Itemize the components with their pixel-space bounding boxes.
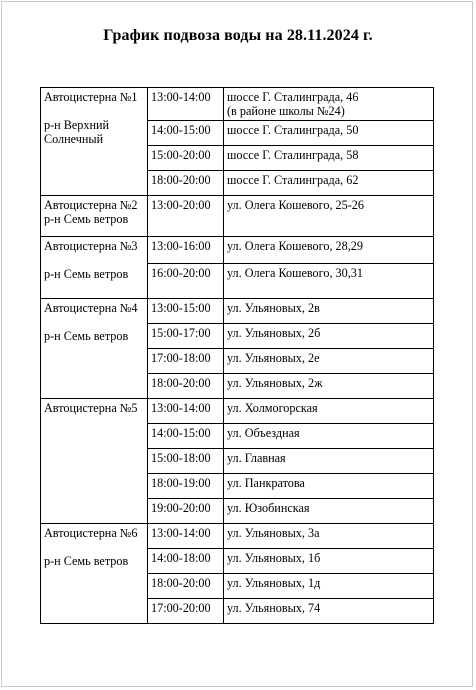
address-cell: ул. Олега Кошевого, 28,29 (224, 237, 434, 264)
time-cell: 18:00-20:00 (148, 374, 224, 399)
address-cell: шоссе Г. Сталинграда, 58 (224, 146, 434, 171)
time-cell: 18:00-20:00 (148, 171, 224, 196)
district-name: р-н Верхний Солнечный (44, 118, 110, 146)
address-cell: ул. Ульяновых, 2ж (224, 374, 434, 399)
time-cell: 14:00-15:00 (148, 424, 224, 449)
tanker-cell (41, 399, 148, 524)
address-cell: ул. Панкратова (224, 474, 434, 499)
time-cell: 15:00-20:00 (148, 146, 224, 171)
table-row (41, 299, 434, 324)
district-name: р-н Семь ветров (44, 329, 129, 343)
address-cell: ул. Холмогорская (224, 399, 434, 424)
time-cell: 13:00-15:00 (148, 299, 224, 324)
address-cell (224, 88, 434, 121)
tanker-name: Автоцистерна №2 (44, 198, 138, 212)
time-cell: 13:00-14:00 (148, 399, 224, 424)
tanker-name: Автоцистерна №3 (44, 239, 138, 253)
address-cell: ул. Ульяновых, 1б (224, 549, 434, 574)
district-name: р-н Семь ветров (44, 554, 129, 568)
time-cell: 13:00-16:00 (148, 237, 224, 264)
time-cell: 14:00-18:00 (148, 549, 224, 574)
table-row (41, 524, 434, 549)
address-cell: ул. Объездная (224, 424, 434, 449)
address-cell: ул. Главная (224, 449, 434, 474)
address-cell: ул. Ульяновых, 2б (224, 324, 434, 349)
time-cell: 15:00-17:00 (148, 324, 224, 349)
table-row (41, 237, 434, 264)
district-name: р-н Семь ветров (44, 267, 129, 281)
time-cell: 13:00-14:00 (148, 524, 224, 549)
address-cell: ул. Ульяновых, 2е (224, 349, 434, 374)
water-delivery-schedule-table (40, 87, 434, 624)
table-row (41, 399, 434, 424)
time-cell: 16:00-20:00 (148, 264, 224, 299)
address-cell: ул. Олега Кошевого, 30,31 (224, 264, 434, 299)
address-note: (в районе школы №24) (227, 104, 345, 118)
district-name: р-н Семь ветров (44, 212, 129, 226)
time-cell: 17:00-20:00 (148, 599, 224, 624)
address-cell: ул. Ульяновых, 1д (224, 574, 434, 599)
tanker-cell (41, 524, 148, 624)
tanker-name: Автоцистерна №5 (44, 401, 138, 415)
table-row (41, 88, 434, 121)
tanker-name: Автоцистерна №1 (44, 90, 138, 104)
address-cell: ул. Ульяновых, 2в (224, 299, 434, 324)
tanker-cell (41, 299, 148, 399)
time-cell: 15:00-18:00 (148, 449, 224, 474)
address-cell: ул. Ульяновых, 74 (224, 599, 434, 624)
address-cell: ул. Ульяновых, 3а (224, 524, 434, 549)
address-text: шоссе Г. Сталинграда, 46 (227, 90, 359, 104)
address-cell: ул. Олега Кошевого, 25-26 (224, 196, 434, 237)
time-cell: 18:00-19:00 (148, 474, 224, 499)
address-cell: ул. Юзобинская (224, 499, 434, 524)
address-cell: шоссе Г. Сталинграда, 62 (224, 171, 434, 196)
tanker-cell (41, 88, 148, 196)
time-cell: 17:00-18:00 (148, 349, 224, 374)
tanker-cell (41, 196, 148, 237)
tanker-name: Автоцистерна №4 (44, 301, 138, 315)
tanker-name: Автоцистерна №6 (44, 526, 138, 540)
tanker-cell (41, 237, 148, 299)
document-title: График подвоза воды на 28.11.2024 г. (103, 27, 373, 44)
time-cell: 13:00-14:00 (148, 88, 224, 121)
address-cell: шоссе Г. Сталинграда, 50 (224, 121, 434, 146)
time-cell: 13:00-20:00 (148, 196, 224, 237)
table-row (41, 196, 434, 237)
time-cell: 18:00-20:00 (148, 574, 224, 599)
time-cell: 14:00-15:00 (148, 121, 224, 146)
time-cell: 19:00-20:00 (148, 499, 224, 524)
